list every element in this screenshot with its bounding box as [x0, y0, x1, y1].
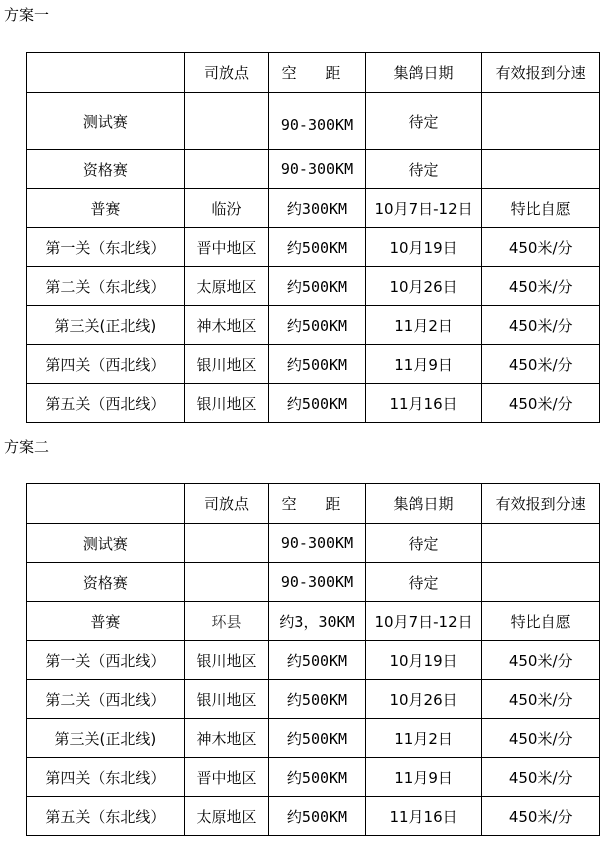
valid-speed [482, 150, 600, 189]
distance: 90-300KM [269, 563, 366, 602]
collection-date: 11月16日 [365, 797, 482, 836]
valid-speed [482, 563, 600, 602]
table-row [27, 345, 600, 384]
collection-date: 11月9日 [365, 758, 482, 797]
table-row [27, 228, 600, 267]
distance: 约300KM [269, 189, 366, 228]
distance: 约500KM [269, 228, 366, 267]
collection-date: 待定 [365, 150, 482, 189]
race-name: 第五关（东北线） [27, 797, 185, 836]
release-point: 晋中地区 [184, 758, 268, 797]
distance: 约500KM [269, 384, 366, 423]
release-point: 银川地区 [184, 680, 268, 719]
distance: 90-300KM [269, 93, 366, 150]
release-point [184, 524, 268, 563]
collection-date: 10月26日 [365, 267, 482, 306]
release-point [184, 93, 268, 150]
table-row [27, 150, 600, 189]
race-name: 资格赛 [27, 150, 185, 189]
header-release-point: 司放点 [184, 484, 268, 524]
race-name: 第一关（西北线） [27, 641, 185, 680]
collection-date: 11月9日 [365, 345, 482, 384]
race-name: 测试赛 [27, 93, 185, 150]
release-point [184, 563, 268, 602]
plan1-title: 方案一 [4, 6, 50, 24]
valid-speed: 特比自愿 [482, 189, 600, 228]
distance: 约500KM [269, 267, 366, 306]
table-row [27, 93, 600, 150]
table-row [27, 306, 600, 345]
header-collection-date: 集鸽日期 [365, 53, 482, 93]
valid-speed: 450米/分 [482, 384, 600, 423]
valid-speed: 450米/分 [482, 228, 600, 267]
release-point: 晋中地区 [184, 228, 268, 267]
table-header-row [27, 484, 600, 524]
distance: 约500KM [269, 719, 366, 758]
valid-speed: 450米/分 [482, 797, 600, 836]
table-row [27, 563, 600, 602]
race-name: 第四关（西北线） [27, 345, 185, 384]
valid-speed: 450米/分 [482, 267, 600, 306]
race-name: 第二关（东北线） [27, 267, 185, 306]
table-row [27, 602, 600, 641]
race-name: 测试赛 [27, 524, 185, 563]
race-name: 第五关（西北线） [27, 384, 185, 423]
plan2-title: 方案二 [4, 438, 50, 456]
race-name: 第一关（东北线） [27, 228, 185, 267]
header-cell-blank [27, 484, 185, 524]
collection-date: 11月2日 [365, 306, 482, 345]
plan1-table [26, 52, 600, 423]
collection-date: 10月7日-12日 [365, 602, 482, 641]
distance: 约500KM [269, 797, 366, 836]
release-point: 临汾 [184, 189, 268, 228]
header-collection-date: 集鸽日期 [365, 484, 482, 524]
release-point: 神木地区 [184, 306, 268, 345]
table-row [27, 719, 600, 758]
header-cell-blank [27, 53, 185, 93]
table-row [27, 680, 600, 719]
table-row [27, 189, 600, 228]
collection-date: 11月2日 [365, 719, 482, 758]
valid-speed: 450米/分 [482, 345, 600, 384]
table-row [27, 797, 600, 836]
table-header-row [27, 53, 600, 93]
table-row [27, 267, 600, 306]
plan2-table [26, 483, 600, 836]
table-row [27, 641, 600, 680]
valid-speed: 特比自愿 [482, 602, 600, 641]
valid-speed: 450米/分 [482, 306, 600, 345]
valid-speed [482, 524, 600, 563]
race-name: 普赛 [27, 602, 185, 641]
distance: 90-300KM [269, 524, 366, 563]
release-point: 神木地区 [184, 719, 268, 758]
race-name: 资格赛 [27, 563, 185, 602]
distance: 约500KM [269, 345, 366, 384]
valid-speed: 450米/分 [482, 758, 600, 797]
valid-speed [482, 93, 600, 150]
collection-date: 10月7日-12日 [365, 189, 482, 228]
collection-date: 待定 [365, 93, 482, 150]
header-distance: 空 距 [269, 53, 366, 93]
table-row [27, 384, 600, 423]
distance: 约500KM [269, 306, 366, 345]
race-name: 第三关(正北线) [27, 306, 185, 345]
release-point: 银川地区 [184, 384, 268, 423]
release-point: 环县 [184, 602, 268, 641]
release-point: 银川地区 [184, 345, 268, 384]
distance: 约500KM [269, 680, 366, 719]
collection-date: 11月16日 [365, 384, 482, 423]
collection-date: 10月19日 [365, 641, 482, 680]
collection-date: 待定 [365, 524, 482, 563]
header-valid-speed: 有效报到分速 [482, 484, 600, 524]
table-row [27, 758, 600, 797]
race-name: 第二关（西北线） [27, 680, 185, 719]
race-name: 第四关（东北线） [27, 758, 185, 797]
distance: 90-300KM [269, 150, 366, 189]
release-point: 太原地区 [184, 267, 268, 306]
distance: 约500KM [269, 641, 366, 680]
valid-speed: 450米/分 [482, 680, 600, 719]
header-release-point: 司放点 [184, 53, 268, 93]
release-point: 银川地区 [184, 641, 268, 680]
valid-speed: 450米/分 [482, 641, 600, 680]
release-point [184, 150, 268, 189]
race-name: 第三关(正北线) [27, 719, 185, 758]
valid-speed: 450米/分 [482, 719, 600, 758]
table-row [27, 524, 600, 563]
collection-date: 10月19日 [365, 228, 482, 267]
header-valid-speed: 有效报到分速 [482, 53, 600, 93]
race-name: 普赛 [27, 189, 185, 228]
collection-date: 10月26日 [365, 680, 482, 719]
distance: 约500KM [269, 758, 366, 797]
header-distance: 空 距 [269, 484, 366, 524]
collection-date: 待定 [365, 563, 482, 602]
release-point: 太原地区 [184, 797, 268, 836]
distance: 约3，30KM [269, 602, 366, 641]
